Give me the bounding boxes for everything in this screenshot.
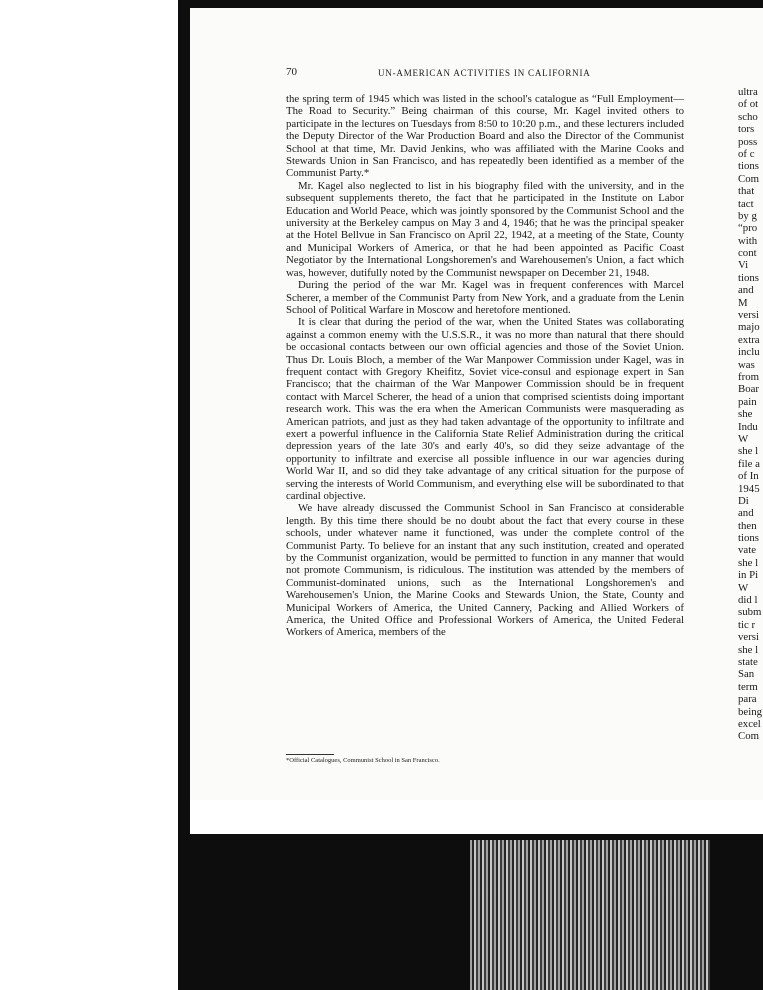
footnote: *Official Catalogues, Communist School in San Francisco. [286, 757, 440, 764]
facing-page-line: Di [738, 494, 749, 507]
facing-page-line: of In [738, 470, 759, 483]
facing-page-line: poss [738, 135, 758, 148]
facing-page-line: and [738, 507, 754, 520]
facing-page-line: majo [738, 321, 760, 334]
facing-page-line: scho [738, 110, 758, 123]
facing-page-line: excel [738, 717, 761, 730]
facing-page-line: W [738, 432, 749, 445]
paragraph: It is clear that during the period of the war, when the United States was collaborating against a common enemy with the U.S.S.R., it was no more than natural that there should be occasional contacts between our own official agencies and those of the Soviet Union. Thus Dr. Louis Bloch, a member of the War Manpower Commission under Kagel, was in frequent contact with Gregory Kheifitz, Soviet vice-consul and espionage expert in San Francisco; that the chairman of the War Manpower Commission should be in frequent contact with Marcel Scherer, the head of a union that comprised scientists doing important research work. This was the era when the American Communists were masquerading as American patriots, and just as they had taken advantage of the opportunity to infiltrate and exert a powerful influence in the California State Relief Administration during the critical depression years of the late 30's and early 40's, so did they seize advantage of the opportunity to infiltrate and exercise all possible influence in our war agencies during World War II, and so did they take advantage of any critical situation for the purpose of serving the interests of World Communism, and everything else will be subordinated to that cardinal objective. [286, 316, 684, 502]
paragraph: the spring term of 1945 which was listed in the school's catalogue as “Full Employment—The Road to Security.” Being chairman of this course, Mr. Kagel invited others to participate in the lectures on Tuesdays from 8:50 to 10:20 p.m., and these lecturers included the Deputy Director of the War Production Board and also the Director of the Communist School at that time, Mr. David Jenkins, who was affiliated with the Marine Cooks and Stewards Union in San Francisco, and has repeatedly been identified as a member of the Communist Party.* [286, 93, 684, 180]
facing-page-line: inclu [738, 346, 760, 359]
facing-page-line: she [738, 408, 753, 421]
facing-page-line: she l [738, 643, 759, 656]
facing-page-line: versi [738, 631, 759, 644]
facing-page-line: W [738, 581, 749, 594]
facing-page-line: Com [738, 172, 759, 185]
facing-page-line: M [738, 296, 748, 309]
page-header [286, 66, 684, 82]
facing-page-line: was [738, 358, 755, 371]
running-head: UN-AMERICAN ACTIVITIES IN CALIFORNIA [378, 68, 591, 78]
paragraph: We have already discussed the Communist School in San Francisco at considerable length. By this time there should be no doubt about the fact that every course in these schools, under whatever name it functioned, was under the complete control of the Communist Party. To believe for an instant that any such institution, created and operated by the Communist organization, would be permitted to function in any manner that would not promote Communism, is ridiculous. The institution was attended by the members of Communist-dominated unions, such as the International Longshoremen's and Warehousemen's Union, the Marine Cooks and Stewards Union, the State, County and Municipal Workers of America, the United Cannery, Packing and Allied Workers of America, the United Office and Professional Workers of America, the United Federal Workers of America, members of the [286, 502, 684, 639]
facing-page-line: cont [738, 247, 757, 260]
facing-page-line: tions [738, 271, 759, 284]
facing-page-line: from [738, 370, 759, 383]
scan-top-edge [178, 0, 763, 8]
facing-page-line: versi [738, 309, 759, 322]
blank-margin [0, 0, 188, 990]
facing-page-line: being [738, 705, 762, 718]
facing-page-line: tors [738, 123, 755, 136]
facing-page-line: 1945 [738, 482, 760, 495]
facing-page-line: term [738, 680, 758, 693]
facing-page-line: and [738, 284, 754, 297]
facing-page-line: of ot [738, 98, 759, 111]
facing-page-line: Vi [738, 259, 749, 272]
facing-page-line: extra [738, 333, 760, 346]
facing-page-line: with [738, 234, 758, 247]
facing-page-line: subm [738, 606, 762, 619]
body-text [286, 93, 684, 639]
page-number: 70 [286, 66, 297, 78]
facing-page-line: tact [738, 197, 754, 210]
facing-page-line: Indu [738, 420, 758, 433]
facing-page-line: did l [738, 594, 758, 607]
facing-page-line: tions [738, 160, 759, 173]
facing-page-line: ultra [738, 86, 758, 98]
facing-page-line: she l [738, 445, 759, 458]
facing-page-line: she l [738, 556, 759, 569]
facing-page-line: pain [738, 395, 757, 408]
facing-page-line: in Pi [738, 569, 759, 582]
facing-page-column [738, 86, 763, 743]
facing-page-line: tions [738, 532, 759, 545]
facing-page-line: that [738, 185, 755, 198]
facing-page-line: file a [738, 457, 760, 470]
facing-page-line: state [738, 655, 758, 668]
footnote-rule [286, 754, 334, 755]
facing-page-line: of c [738, 147, 755, 160]
facing-page-line: “pro [738, 222, 758, 235]
page-edges-stack [470, 840, 710, 990]
facing-page-line: para [738, 693, 757, 706]
binding-shadow [178, 0, 190, 835]
facing-page-line: vate [738, 544, 756, 557]
facing-page-line: tic r [738, 618, 756, 631]
facing-page-line: San [738, 668, 755, 681]
page-bottom-margin [190, 800, 763, 834]
paragraph: During the period of the war Mr. Kagel was in frequent conferences with Marcel Scherer, a member of the Communist Party from New York, and a graduate from the Lenin School of Political Warfare in Moscow and heretofore mentioned. [286, 279, 684, 316]
paragraph: Mr. Kagel also neglected to list in his biography filed with the university, and in the subsequent supplements thereto, the fact that he participated in the Institute on Labor Education and World Peace, which was jointly sponsored by the Communist School and the university at the Berkeley campus on May 3 and 4, 1946; that he was the principal speaker at the Hotel Bellvue in San Francisco on April 22, 1942, at a meeting of the State, County and Municipal Workers of America, or that he had been appointed as Pacific Coast Negotiator by the International Longshoremen's and Warehousemen's Union, a fact which was, however, dutifully noted by the Communist newspaper on December 21, 1948. [286, 179, 684, 279]
facing-page-line: Com [738, 730, 759, 743]
facing-page-line: Boar [738, 383, 759, 396]
facing-page-line: by g [738, 209, 757, 222]
facing-page-line: then [738, 519, 757, 532]
